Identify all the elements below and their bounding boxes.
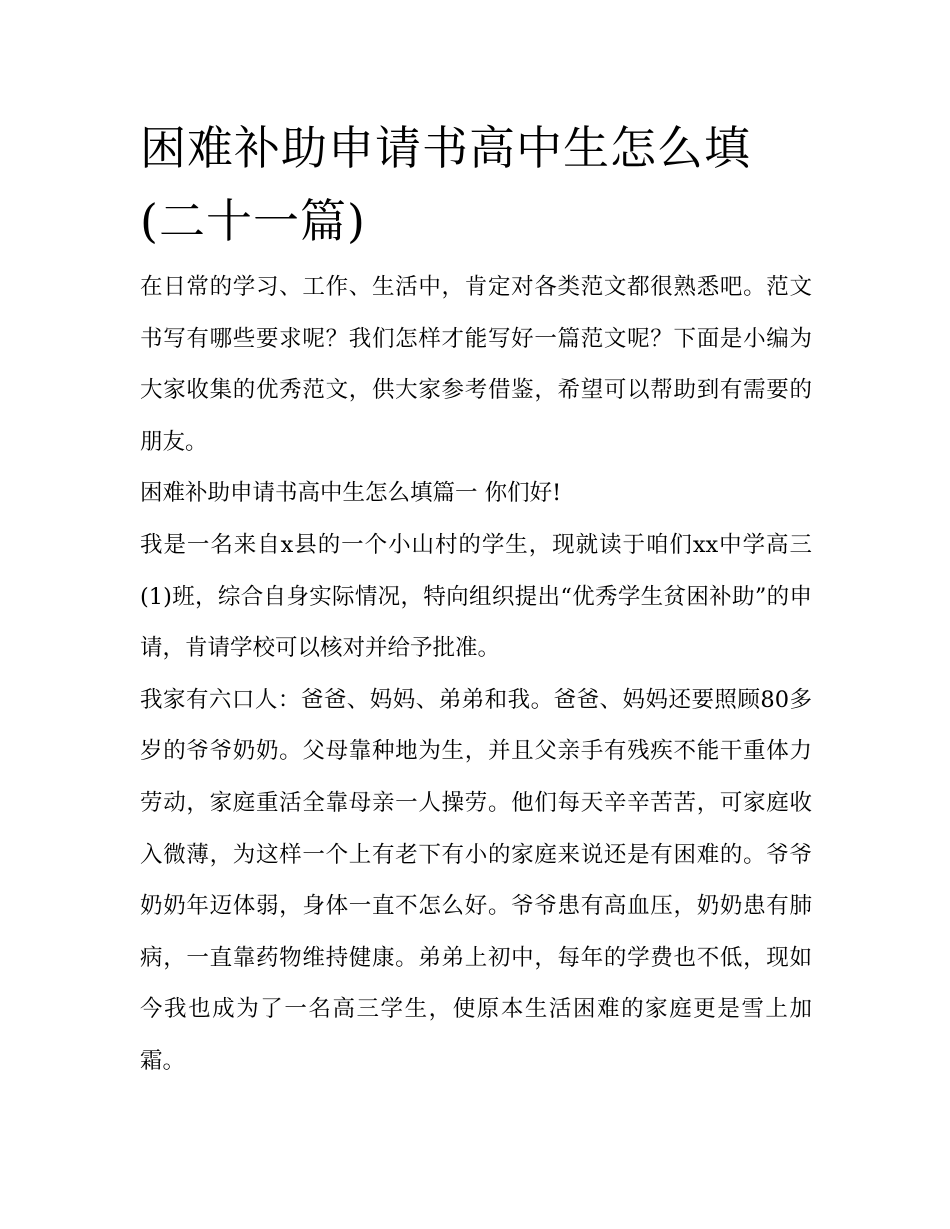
- applicant-intro-paragraph: 我是一名来自x县的一个小山村的学生，现就读于咱们xx中学高三(1)班，综合自身实际情况，特向组织提出“优秀学生贫困补助”的申请，肯请学校可以核对并给予批准。: [140, 531, 812, 662]
- section-heading-paragraph: 困难补助申请书高中生怎么填篇一 你们好!: [140, 480, 562, 507]
- family-situation-paragraph: 我家有六口人：爸爸、妈妈、弟弟和我。爸爸、妈妈还要照顾80多岁的爷爷奶奶。父母靠种地为生，并且父亲手有残疾不能干重体力劳动，家庭重活全靠母亲一人操劳。他们每天辛辛苦苦，可家庭收入微薄，为这样一个上有老下有小的家庭来说还是有困难的。爷爷奶奶年迈体弱，身体一直不怎么好。爷爷患有高血压，奶奶患有肺病，一直靠药物维持健康。弟弟上初中，每年的学费也不低，现如今我也成为了一名高三学生，使原本生活困难的家庭更是雪上加霜。: [140, 686, 812, 1074]
- intro-paragraph: 在日常的学习、工作、生活中，肯定对各类范文都很熟悉吧。范文书写有哪些要求呢？我们怎样才能写好一篇范文呢？下面是小编为大家收集的优秀范文，供大家参考借鉴，希望可以帮助到有需要的朋友。: [140, 274, 812, 455]
- document-body: [140, 262, 812, 1088]
- document-content: [140, 112, 812, 1088]
- document-title: 困难补助申请书高中生怎么填(二十一篇): [140, 121, 751, 248]
